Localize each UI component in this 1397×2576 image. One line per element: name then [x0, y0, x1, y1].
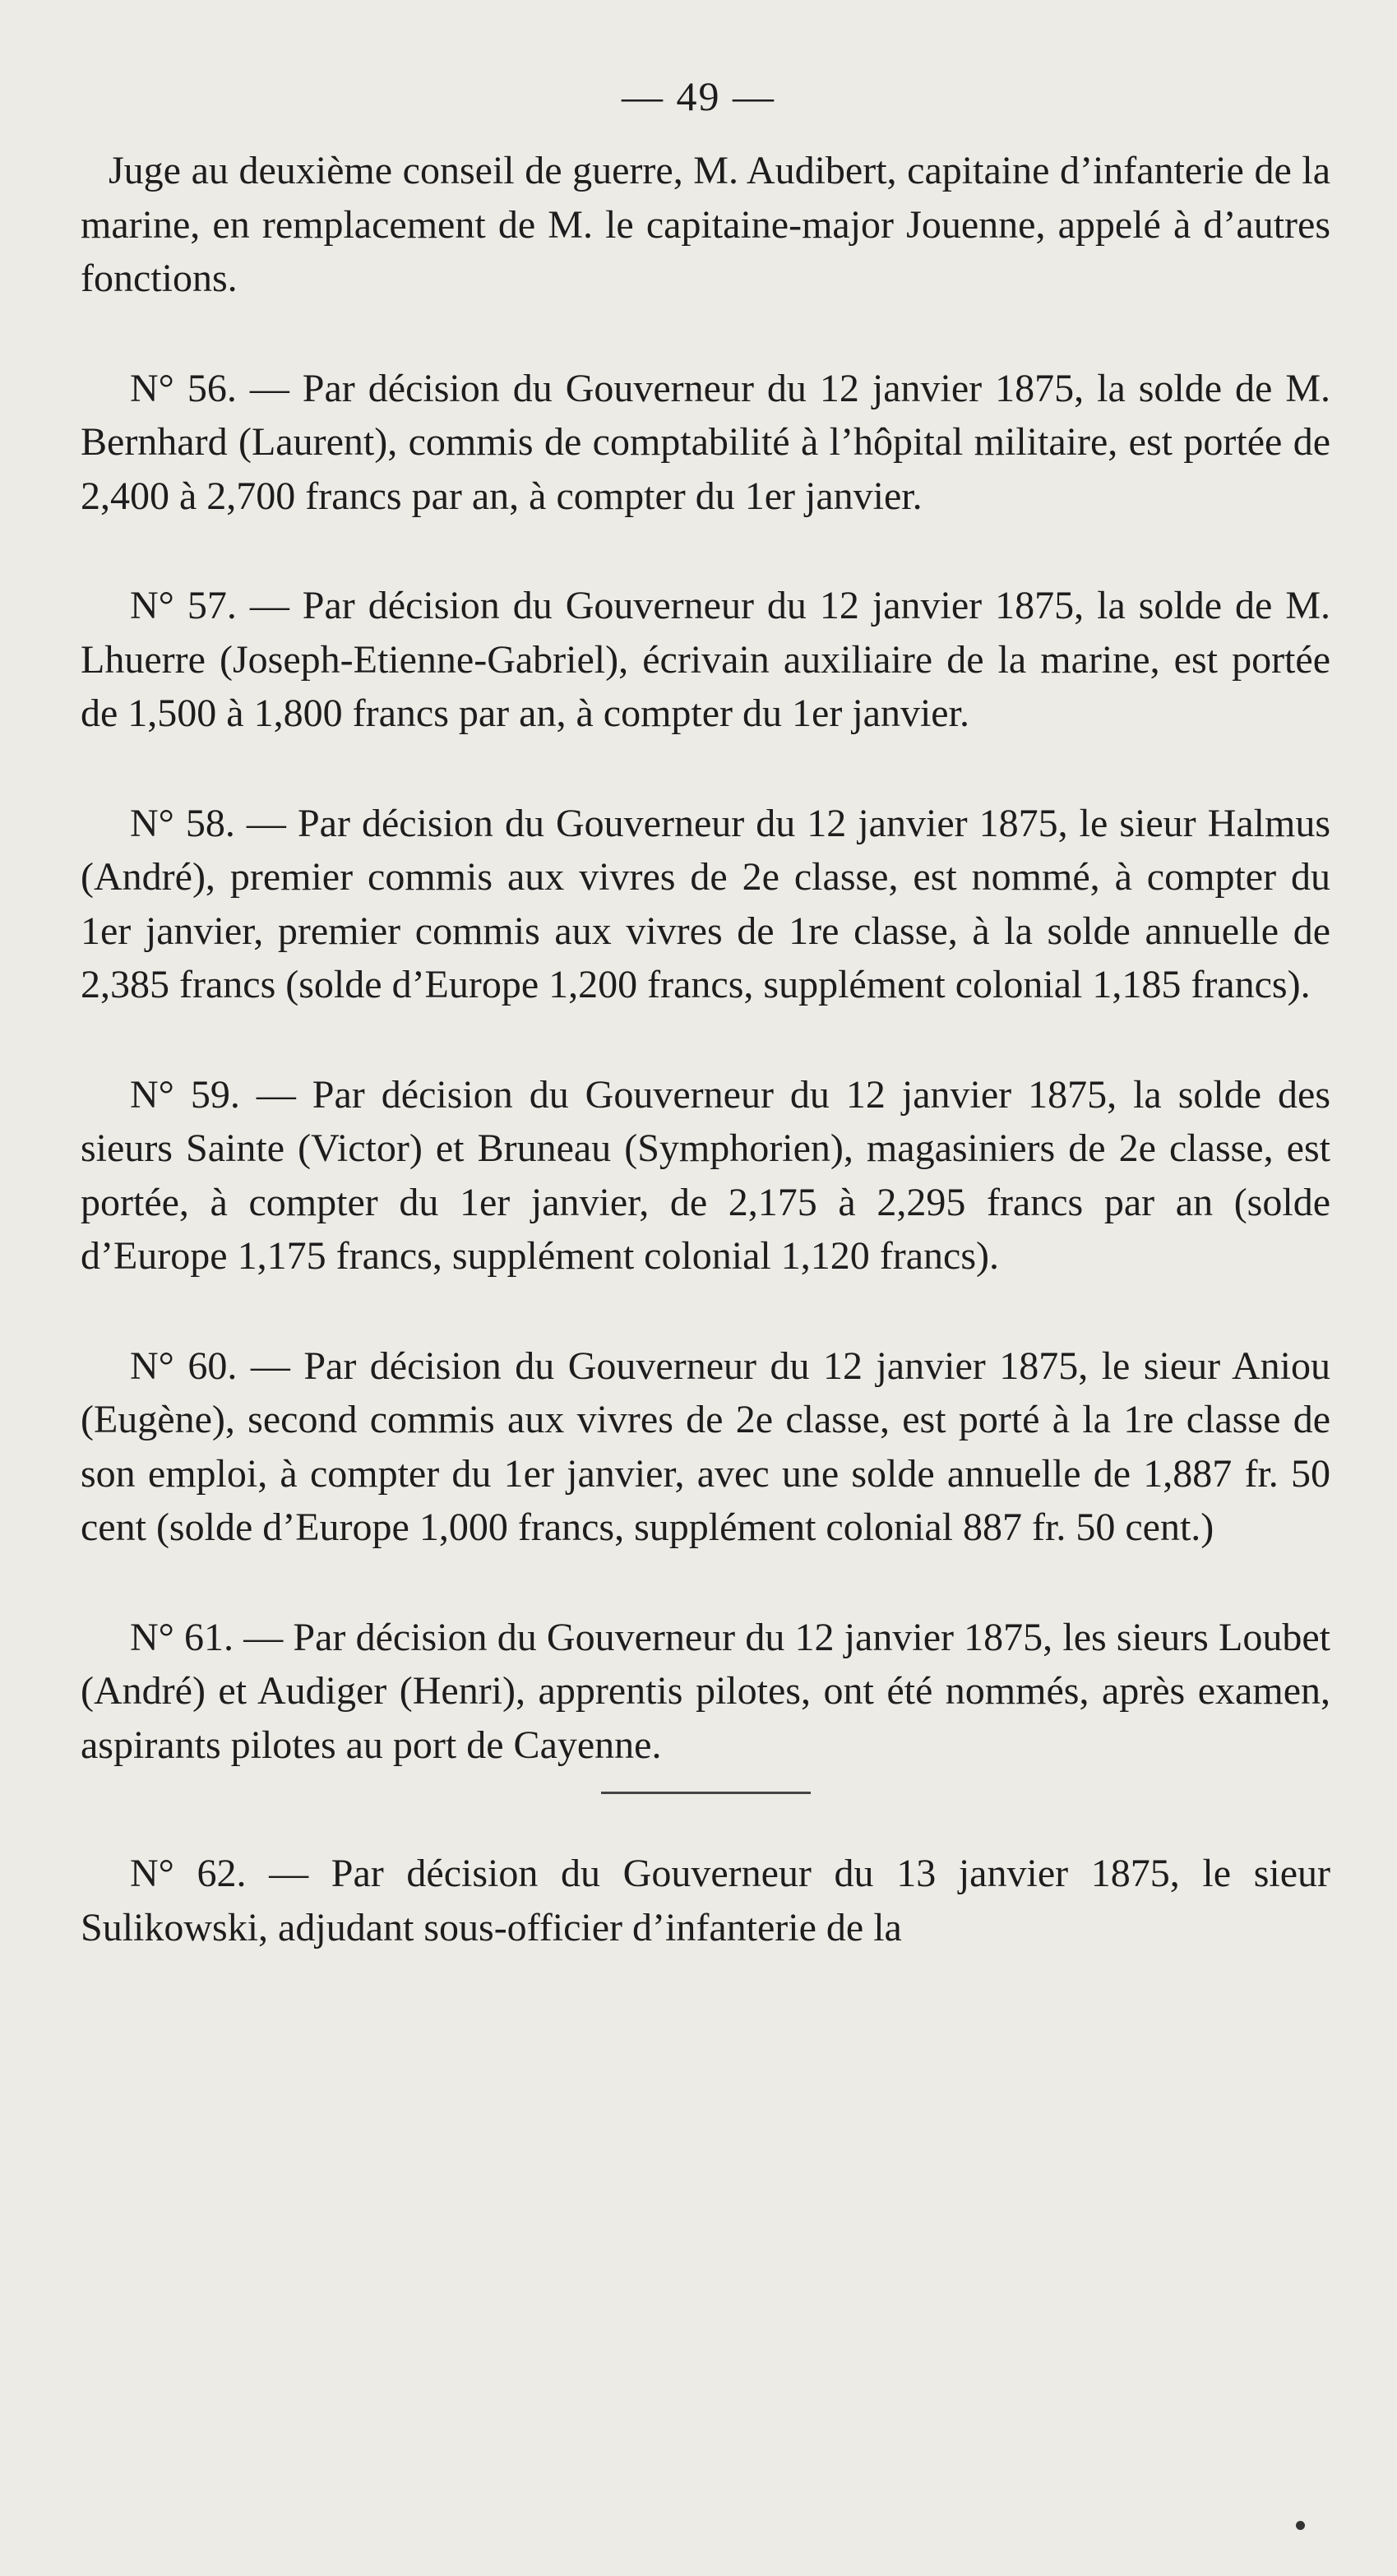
paragraph-n56: N° 56. — Par décision du Gouverneur du 12 janvier 1875, la solde de M. Bernhard (Laurent), commis de comptabilité à l’hôpital militaire, est portée de 2,400 à 2,700 francs par an, à compter du 1er janvier.: [81, 366, 1330, 518]
section-divider: [601, 1792, 811, 1794]
paragraph-n59: N° 59. — Par décision du Gouverneur du 12 janvier 1875, la solde des sieurs Sainte (Victor) et Bruneau (Symphorien), magasiniers de 2e classe, est portée, à compter du 1er janvier, de 2,175 à 2,295 francs par an (solde d’Europe 1,175 francs, supplément colonial 1,120 francs).: [81, 1072, 1330, 1278]
paragraph-n61: N° 61. — Par décision du Gouverneur du 12 janvier 1875, les sieurs Loubet (André) et Audiger (Henri), apprentis pilotes, ont été nommés, après examen, aspirants pilotes au port de Cayenne.: [81, 1615, 1330, 1767]
paragraph-n62: N° 62. — Par décision du Gouverneur du 13 janvier 1875, le sieur Sulikowski, adjudant sous-officier d’infanterie de la: [81, 1852, 1330, 1949]
document-body: [81, 144, 1330, 2010]
paragraph-n60: N° 60. — Par décision du Gouverneur du 12 janvier 1875, le sieur Aniou (Eugène), second commis aux vivres de 2e classe, est porté à la 1re classe de son emploi, à compter du 1er janvier, avec une solde annuelle de 1,887 fr. 50 cent (solde d’Europe 1,000 francs, supplément colonial 887 fr. 50 cent.): [81, 1343, 1330, 1549]
paragraph-intro: Juge au deuxième conseil de guerre, M. Audibert, capitaine d’infanterie de la marine, en remplacement de M. le capitaine-major Jouenne, appelé à d’autres fonctions.: [81, 149, 1330, 300]
ink-dot: [1296, 2521, 1305, 2530]
page-number: — 49 —: [622, 73, 775, 119]
paragraph-n58: N° 58. — Par décision du Gouverneur du 12 janvier 1875, le sieur Halmus (André), premier commis aux vivres de 2e classe, est nommé, à compter du 1er janvier, premier commis aux vivres de 1re classe, à la solde annuelle de 2,385 francs (solde d’Europe 1,200 francs, supplément colonial 1,185 francs).: [81, 801, 1330, 1006]
paragraph-n57: N° 57. — Par décision du Gouverneur du 12 janvier 1875, la solde de M. Lhuerre (Joseph-Etienne-Gabriel), écrivain auxiliaire de la marine, est portée de 1,500 à 1,800 francs par an, à compter du 1er janvier.: [81, 584, 1330, 735]
